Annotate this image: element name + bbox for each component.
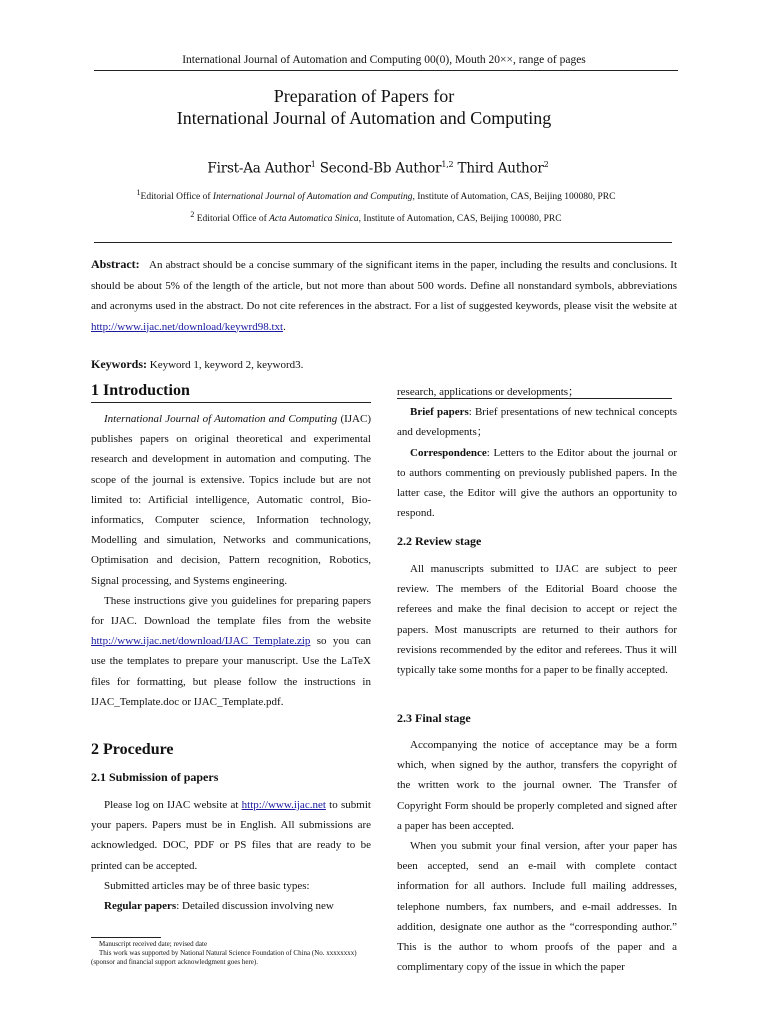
submission-p1-post: to submit your papers. Papers must be in English. All submissions are acknowledged. DOC, PDF or PS files that are ready to be printed can be accepted. <box>91 799 371 872</box>
section-1-rule <box>91 402 371 403</box>
subsection-2-1-heading: 2.1 Submission of papers <box>91 770 219 784</box>
submission-body <box>91 795 371 916</box>
review-paragraph: All manuscripts submitted to IJAC are subject to peer review. The members of the Editorial Board choose the referees and make the final decision to accept or reject the papers. Most manuscripts are returned to their authors for revisions recommended by the editor and referees. Thus it will typically take some months for a paper to be finally accepted. <box>397 563 677 677</box>
affiliation-1-address: , Institute of Automation, CAS, Beijing 100080, PRC <box>412 192 616 203</box>
abstract-label: Abstract: <box>91 257 140 271</box>
author-1: First-Aa Author <box>207 160 311 177</box>
affiliation-1 <box>0 188 752 202</box>
author-3: Third Author <box>457 160 544 177</box>
paper-title-line1: Preparation of Papers for <box>273 86 455 106</box>
running-head: International Journal of Automation and Computing 00(0), Mouth 20××, range of pages <box>182 54 586 66</box>
brief-papers-label: Brief papers <box>410 406 469 419</box>
submission-p1-pre: Please log on IJAC website at <box>104 799 242 811</box>
affiliation-1-prefix: Editorial Office of <box>140 192 213 203</box>
subsection-2-2-heading: 2.2 Review stage <box>397 534 482 548</box>
section-2-heading: 2 Procedure <box>91 741 174 758</box>
right-column-body <box>397 382 677 523</box>
keywords-text: Keyword 1, keyword 2, keyword3. <box>149 359 304 371</box>
template-link[interactable]: http://www.ijac.net/download/IJAC_Template.zip <box>91 635 311 648</box>
journal-name: International Journal of Automation and Computing <box>104 413 338 425</box>
header-rule <box>94 70 678 71</box>
brief-papers-paragraph <box>397 402 677 442</box>
subsection-2-3-heading: 2.3 Final stage <box>397 711 471 725</box>
keywords-link[interactable]: http://www.ijac.net/download/keywrd98.txt <box>91 320 284 333</box>
ijac-website-link[interactable]: http://www.ijac.net <box>241 799 326 811</box>
keywords-label: Keywords: <box>91 357 147 371</box>
abstract-end: . <box>283 320 286 333</box>
keywords <box>91 357 677 372</box>
intro-p2-pre: These instructions give you guidelines for preparing papers for IJAC. Download the template files from the website <box>91 594 371 628</box>
affiliation-2 <box>0 210 752 224</box>
regular-papers-label: Regular papers <box>104 900 177 913</box>
author-2: Second-Bb Author <box>319 160 442 177</box>
affiliation-1-journal: International Journal of Automation and Computing <box>212 192 413 203</box>
section-1-heading: 1 Introduction <box>91 382 190 399</box>
affiliation-2-journal: Acta Automatica Sinica <box>269 214 359 225</box>
brief-papers-text: : Brief presentations of new technical concepts and developments； <box>397 406 677 439</box>
review-body <box>397 559 677 680</box>
affiliation-1-marker: 1 <box>136 188 141 197</box>
abstract <box>91 254 677 337</box>
intro-paragraph-1 <box>91 409 371 591</box>
affiliation-2-marker: 2 <box>190 210 195 219</box>
paper-title-line2: International Journal of Automation and Computing <box>176 108 552 128</box>
footnote-line-1: Manuscript received date; revised date <box>99 940 208 948</box>
regular-papers-text: : Detailed discussion involving new <box>176 900 334 913</box>
author-2-affiliation: 1,2 <box>441 160 454 169</box>
final-stage-body <box>397 735 677 977</box>
submission-paragraph-1 <box>91 795 371 876</box>
submission-paragraph-2: Submitted articles may be of three basic types: <box>104 879 310 892</box>
correspondence-text: : Letters to the Editor about the journal or to authors commenting on previously published papers. In the latter case, the Editor will give the authors an opportunity to respond. <box>397 446 677 520</box>
abstract-text: An abstract should be a concise summary of the significant items in the paper, including the results and conclusions. It should be about 5% of the length of the article, but not more than about 500 words. Define all nonstandard symbols, abbreviations and acronyms used in the abstract. Do not cite references in the abstract. For a list of suggested keywords, please visit the website at <box>91 259 677 312</box>
intro-p2-post: so you can use the templates to prepare your manuscript. Use the LaTeX files for formatting, but please follow the instructions in IJAC_Template.doc or IJAC_Template.pdf. <box>91 635 371 708</box>
right-column-rule <box>397 398 672 399</box>
final-stage-paragraph-1: Accompanying the notice of acceptance may be a form which, when signed by the author, transfers the copyright of the written work to the journal owner. The Transfer of Copyright Form should be properly completed and signed after a paper has been accepted. <box>397 739 677 832</box>
intro-p1-text: (IJAC) publishes papers on original theoretical and experimental research and development in automation and computing. The scope of the journal is extensive. Topics include but are not limited to: Artificial intelligence, Automatic control, Bio-informatics, Computer science, Information technology, Modelling and simulation, Networks and communications, Optimisation and decision, Pattern recognition, Robotics, Signal processing, and Systems engineering. <box>91 413 371 587</box>
correspondence-paragraph <box>397 443 677 524</box>
author-3-affiliation: 2 <box>543 160 549 169</box>
intro-body <box>91 409 371 712</box>
final-stage-paragraph-2: When you submit your final version, after your paper has been accepted, send an e-mail with complete contact information for all authors. Include full mailing addresses, telephone numbers, fax numbers, and e-mail addresses. In addition, designate one author as the “corresponding author.” This is the author to whom proofs of the paper and a complimentary copy of the issue in which the paper <box>397 840 677 974</box>
submission-paragraph-3 <box>91 896 371 916</box>
correspondence-label: Correspondence <box>410 446 487 459</box>
affiliation-2-address: , Institute of Automation, CAS, Beijing 100080, PRC <box>358 214 562 225</box>
affiliation-2-prefix: Editorial Office of <box>194 214 270 225</box>
intro-paragraph-2 <box>91 591 371 712</box>
footnote-line-2: This work was supported by National Natural Science Foundation of China (No. xxxxxxxx) (sponsor and financial support acknowledgment goes here). <box>91 949 357 966</box>
footnote-rule <box>91 937 161 938</box>
author-1-affiliation: 1 <box>310 160 316 169</box>
author-list <box>0 160 756 177</box>
footnote <box>91 940 361 967</box>
regular-papers-continuation: research, applications or developments； <box>397 386 580 398</box>
abstract-separator <box>94 242 672 243</box>
